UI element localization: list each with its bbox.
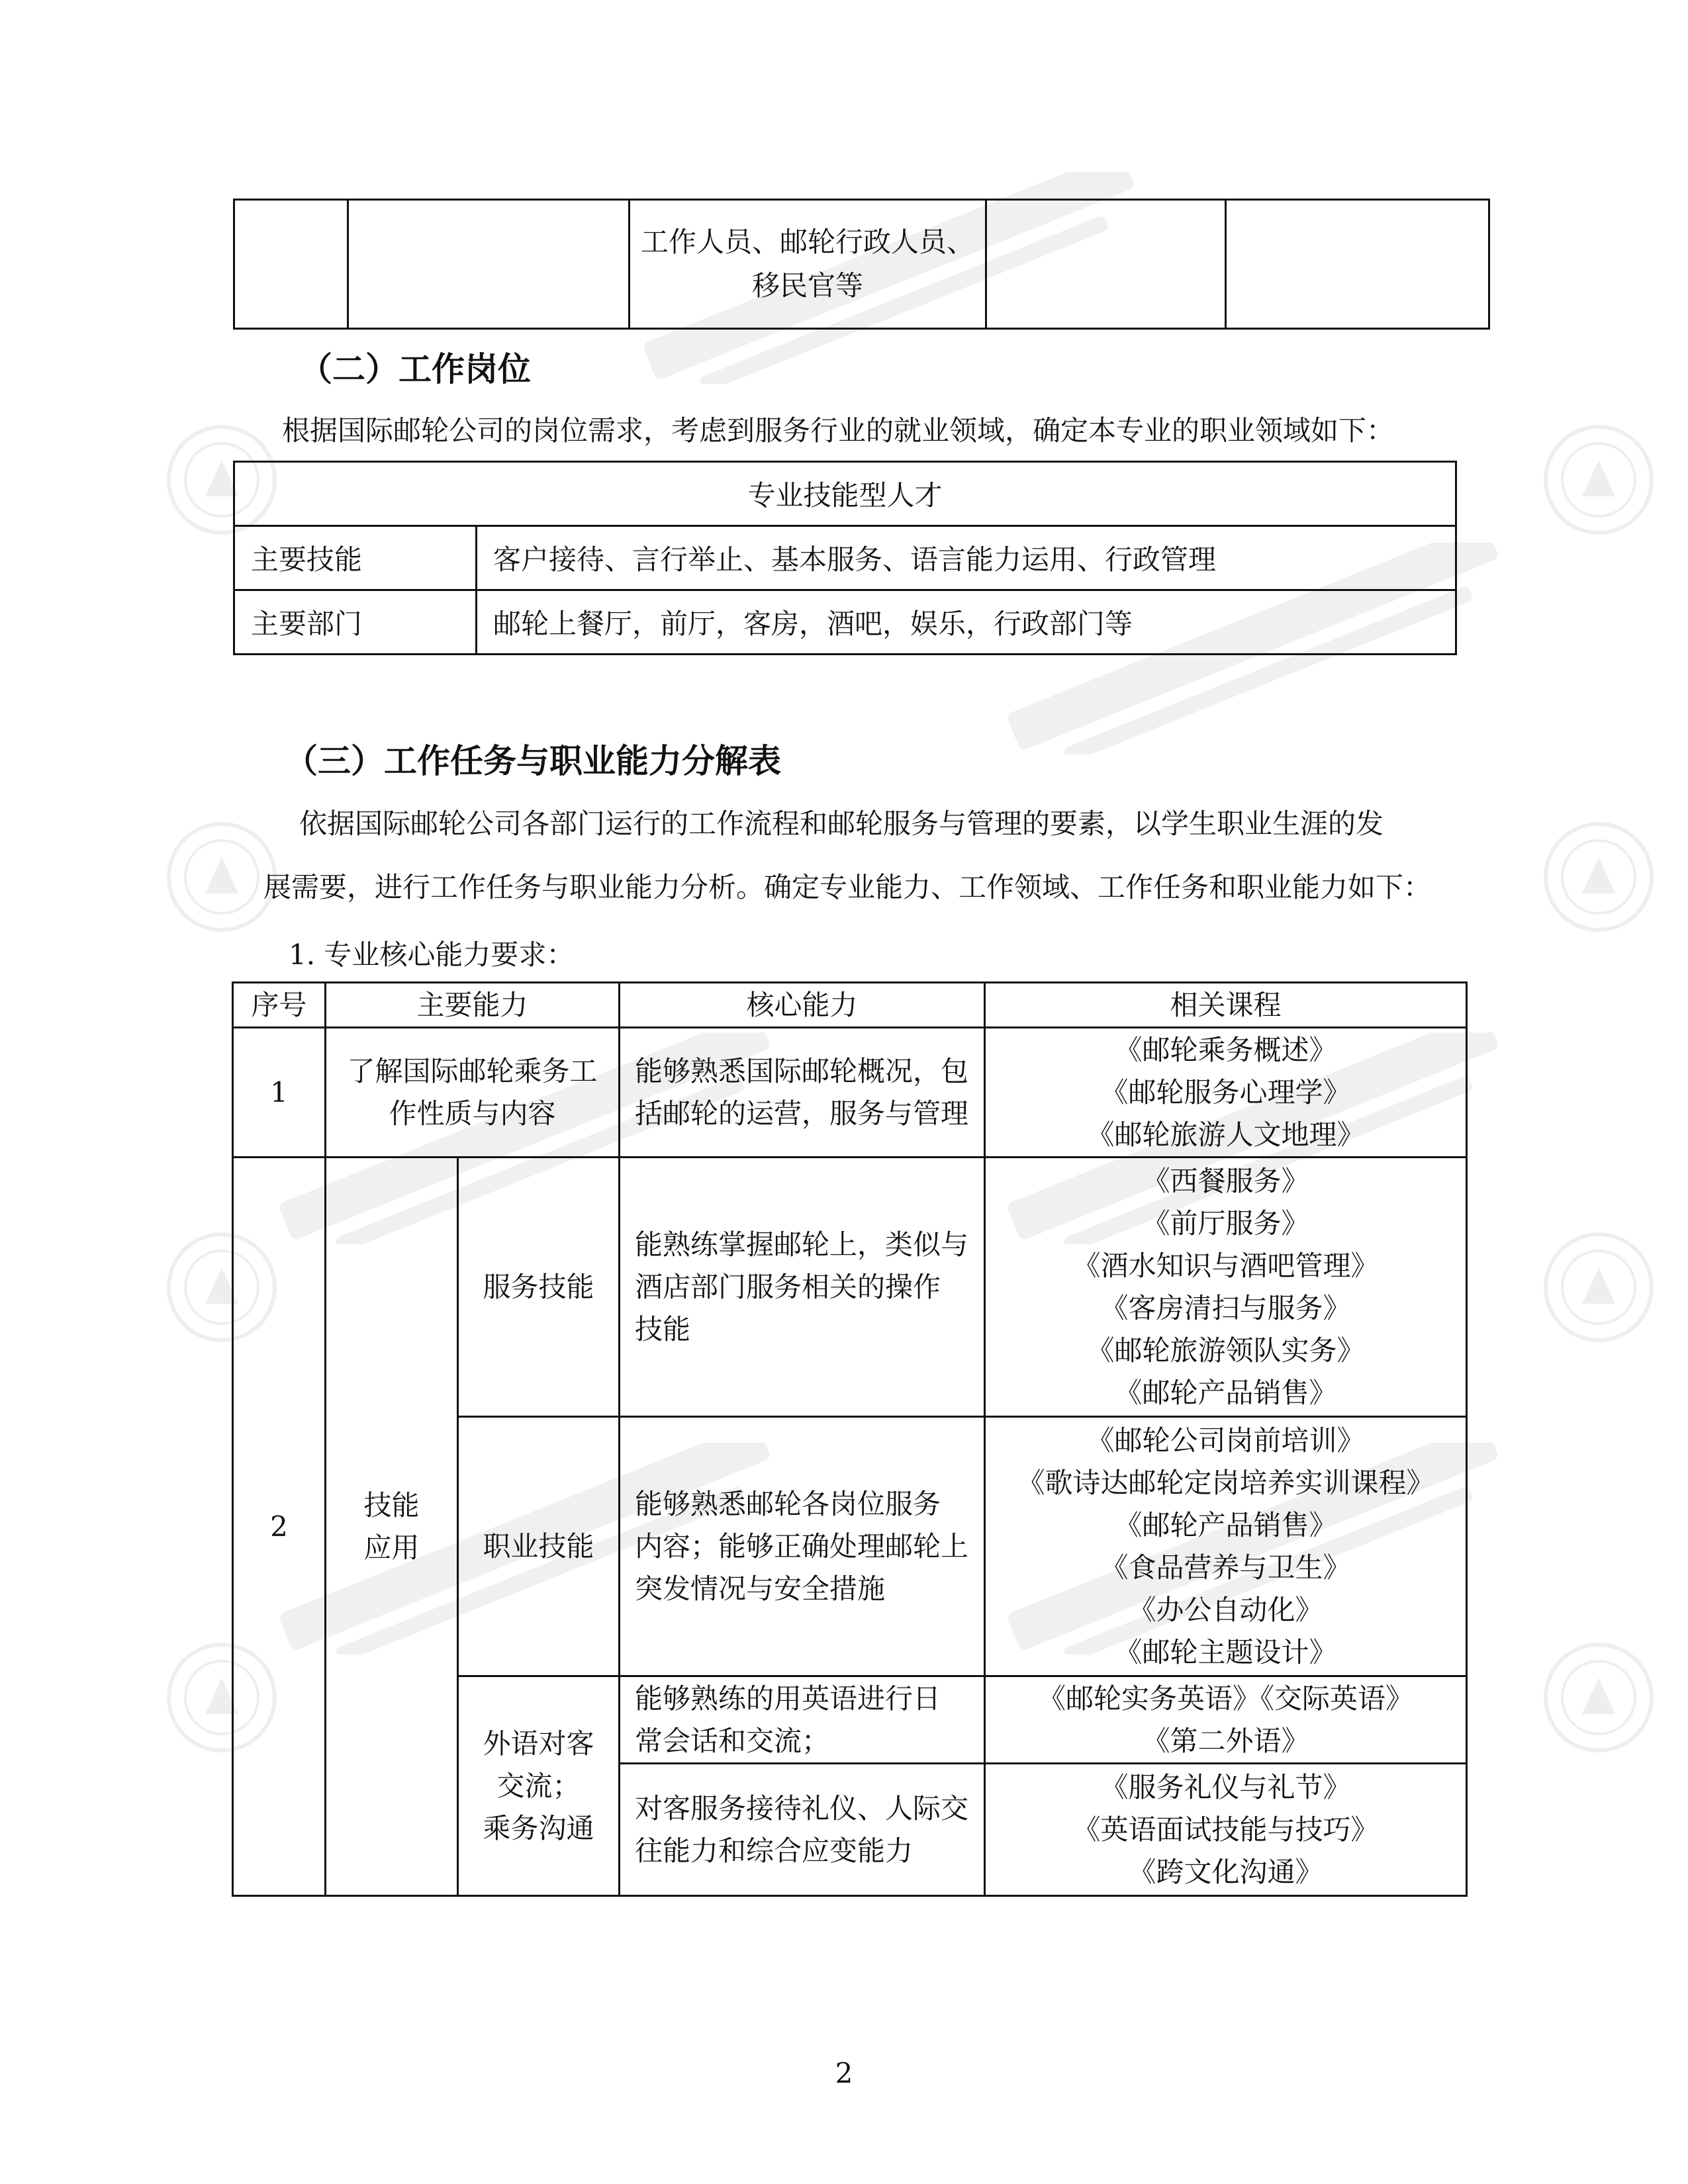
continuation-table bbox=[233, 199, 1490, 330]
table-cell bbox=[348, 200, 630, 329]
column-header: 核心能力 bbox=[620, 983, 985, 1028]
table-row bbox=[233, 1028, 1467, 1158]
table-row bbox=[233, 1158, 1467, 1417]
row-label: 主要技能 bbox=[234, 526, 477, 590]
core-ability: 能够熟练的用英语进行日 常会话和交流； bbox=[620, 1676, 985, 1764]
table-cell bbox=[986, 200, 1226, 329]
watermark-seal-icon bbox=[1542, 424, 1655, 536]
related-courses: 《邮轮实务英语》《交际英语》 《第二外语》 bbox=[985, 1676, 1467, 1764]
watermark-seal-icon bbox=[1542, 821, 1655, 933]
core-ability: 对客服务接待礼仪、人际交 往能力和综合应变能力 bbox=[620, 1764, 985, 1896]
row-value: 邮轮上餐厅，前厅，客房，酒吧，娱乐，行政部门等 bbox=[477, 590, 1456, 655]
row-number: 2 bbox=[233, 1158, 326, 1896]
section-heading: （三）工作任务与职业能力分解表 bbox=[285, 742, 781, 780]
main-ability: 技能 应用 bbox=[326, 1158, 458, 1896]
table-row bbox=[234, 590, 1456, 655]
core-competency-table bbox=[232, 981, 1468, 1897]
table-row bbox=[234, 526, 1456, 590]
related-courses: 《西餐服务》 《前厅服务》 《酒水知识与酒吧管理》 《客房清扫与服务》 《邮轮旅游领队实务》 《邮轮产品销售》 bbox=[985, 1158, 1467, 1417]
section-intro: 根据国际邮轮公司的岗位需求，考虑到服务行业的就业领域，确定本专业的职业领域如下： bbox=[282, 414, 1395, 447]
core-ability: 能够熟悉邮轮各岗位服务 内容；能够正确处理邮轮上 突发情况与安全措施 bbox=[620, 1417, 985, 1676]
core-ability: 能熟练掌握邮轮上，类似与 酒店部门服务相关的操作 技能 bbox=[620, 1158, 985, 1417]
page-number: 2 bbox=[835, 2057, 853, 2089]
table-cell bbox=[1226, 200, 1489, 329]
sub-ability: 职业技能 bbox=[458, 1417, 620, 1676]
section-heading: （二）工作岗位 bbox=[299, 350, 531, 388]
cell-text-line: 移民官等 bbox=[751, 269, 863, 302]
section-paragraph-line: 展需要，进行工作任务与职业能力分析。确定专业能力、工作领域、工作任务和职业能力如下： bbox=[263, 871, 1432, 903]
row-value: 客户接待、言行举止、基本服务、语言能力运用、行政管理 bbox=[477, 526, 1456, 590]
column-header: 序号 bbox=[233, 983, 326, 1028]
positions-table bbox=[233, 461, 1457, 655]
table-cell bbox=[630, 200, 986, 329]
sub-ability: 外语对客 交流； 乘务沟通 bbox=[458, 1676, 620, 1896]
section-paragraph-line: 依据国际邮轮公司各部门运行的工作流程和邮轮服务与管理的要素，以学生职业生涯的发 bbox=[299, 807, 1384, 840]
watermark-seal-icon bbox=[165, 821, 278, 933]
row-label: 主要部门 bbox=[234, 590, 477, 655]
list-item: 1. 专业核心能力要求： bbox=[289, 938, 575, 971]
related-courses: 《邮轮公司岗前培训》 《歌诗达邮轮定岗培养实训课程》 《邮轮产品销售》 《食品营养与卫生》 《办公自动化》 《邮轮主题设计》 bbox=[985, 1417, 1467, 1676]
watermark-seal-icon bbox=[1542, 1231, 1655, 1343]
column-header: 相关课程 bbox=[985, 983, 1467, 1028]
sub-ability: 服务技能 bbox=[458, 1158, 620, 1417]
table-header: 专业技能型人才 bbox=[234, 462, 1456, 526]
related-courses: 《邮轮乘务概述》 《邮轮服务心理学》 《邮轮旅游人文地理》 bbox=[985, 1028, 1467, 1158]
watermark-seal-icon bbox=[1542, 1641, 1655, 1754]
core-ability: 能够熟悉国际邮轮概况，包 括邮轮的运营，服务与管理 bbox=[620, 1028, 985, 1158]
cell-text-line: 工作人员、邮轮行政人员、 bbox=[640, 226, 974, 258]
row-number: 1 bbox=[233, 1028, 326, 1158]
related-courses: 《服务礼仪与礼节》 《英语面试技能与技巧》 《跨文化沟通》 bbox=[985, 1764, 1467, 1896]
table-cell bbox=[234, 200, 348, 329]
column-header: 主要能力 bbox=[326, 983, 620, 1028]
main-ability: 了解国际邮轮乘务工 作性质与内容 bbox=[326, 1028, 620, 1158]
